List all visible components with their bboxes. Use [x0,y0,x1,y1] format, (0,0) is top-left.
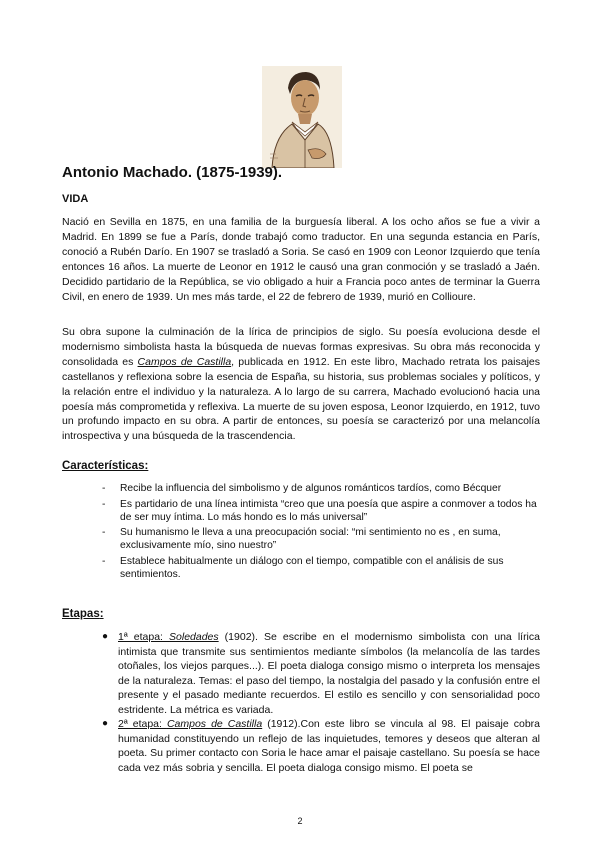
etapas-list [102,630,540,775]
etapa-description: (1912).Con este libro se vincula al 98. El paisaje cobra humanidad constituyendo un reflejo de las inquietudes, temores y deseos que alteran al poeta. Su primer contacto con Soria le hace amar el paisaje castellano. Su poesía se hace cada vez más sobria y sencilla. El poeta dialoga consigo mismo. El poeta se [118,718,540,774]
etapa-book-title: Campos de Castilla [166,718,263,730]
obra-text-after: , publicada en 1912. En este libro, Machado retrata los paisajes castellanos y reflexiona sobre la esencia de España, su historia, sus problemas sociales y políticos, y la relación entre el individuo y la naturaleza. A lo largo de su carrera, Machado evolucionó hacia una poesía más comprometida y reflexiva. La muerte de su joven esposa, Leonor Izquierdo, en 1912, tuvo un profundo impacto en su obra. A partir de entonces, su poesía se caracterizó por una melancolía introspectiva y una búsqueda de la trascendencia. [62,355,540,443]
section-heading-vida: VIDA [62,193,89,205]
obra-text-before: Su obra supone la culminación de la lírica de principios de siglo. Su poesía evoluciona desde el modernismo simbolista hasta la búsqueda de nuevas formas expresivas. Su obra más reconocida y consolidada es [62,326,540,368]
etapa-label: 2ª etapa: [118,718,167,730]
portrait-image [262,66,342,168]
etapas-colon: : [99,608,104,620]
list-item: - Su humanismo le lleva a una preocupación social: “mi sentimiento no es , en suma, exclusivamente mío, sino nuestro” [102,527,501,552]
bullet-dot-icon: ● [102,631,109,642]
dash-bullet: - [102,555,106,567]
etapa-book-title: Soledades [169,631,219,643]
caracteristicas-list [102,483,542,585]
vida-paragraph: Nació en Sevilla en 1875, en una familia de la burguesía liberal. A los ocho años se fue a vivir a Madrid. En 1899 se fue a París, donde trabajó como traductor. En una segunda estancia en París, conoció a Rubén Darío. En 1907 se trasladó a Soria. Se casó en 1909 con Leonor Izquierdo que tenía entonces 16 años. La muerte de Leonor en 1912 le causó una gran conmoción y se trasladó a Jaén. Decidido partidario de la República, se vio obligado a huir a Francia poco antes de terminar la Guerra Civil, en enero de 1939. Un mes más tarde, el 22 de febrero de 1939, murió en Collioure. [62,216,540,303]
etapa-label: 1ª etapa: [118,631,170,643]
dash-bullet: - [102,527,106,539]
etapas-heading [62,608,104,620]
list-item [102,630,540,717]
campos-de-castilla-title: Campos de Castilla [137,355,232,368]
caracteristicas-label: Características [62,460,145,472]
obra-paragraph [62,325,540,444]
list-item [102,717,540,775]
etapa-description: (1902). Se escribe en el modernismo simbolista con una lírica intimista que transmite sus sentimientos mediante símbolos (la melancolía de las tardes otoñales, los viejos parques...). El poeta dialoga consigo mismo o interpreta los mensajes de la naturaleza. Temas: el paso del tiempo, la nostalgia del pasado y la confusión entre el presente y el pasado mediante recuerdos. El estilo es sencillo y con sensorialidad poco estridente. La métrica es variada. [118,631,540,716]
dash-bullet: - [102,483,106,494]
caracteristicas-heading [62,460,148,472]
page-number: 2 [297,816,303,826]
list-item: - Recibe la influencia del simbolismo y de algunos románticos tardíos, como Bécquer [102,483,502,494]
bullet-dot-icon: ● [102,718,109,729]
dash-bullet: - [102,498,106,510]
etapas-label: Etapas [62,608,100,620]
list-item: - Establece habitualmente un diálogo con el tiempo, compatible con el análisis de sus sentimientos. [102,555,504,580]
list-item: - Es partidario de una línea intimista “creo que una poesía que aspire a conmover a todos ha de ser muy íntima. Lo más hondo es lo más universal” [102,498,537,523]
portrait-sketch-icon [262,66,342,168]
page-title: Antonio Machado. (1875-1939). [62,164,283,181]
caracteristicas-colon: : [144,460,149,472]
